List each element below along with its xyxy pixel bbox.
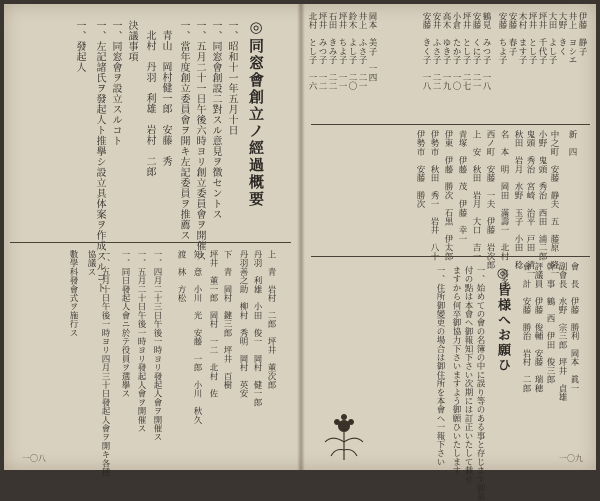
section-heading: ◎同窓會創立ノ經過概要 [247,18,265,208]
roster-row: 中之町 安藤 静夫 五 藤原 隆一 [549,130,559,278]
notice-text: 一、住所御變更の場合は御住所を本會へ一報下さい [435,266,445,467]
book-spread [4,4,596,501]
text-column: 一、同窓會創設二對スル意見ヲ徴セントス [210,20,221,220]
text-column: 一、五月二十日午後一時ヨリ發起人會ヲ開催ス [136,250,146,433]
text-column: 下 青 岡村 鍵三郎 坪井 百樹 [222,250,232,390]
text-column: 一、五月二十一日午後六時ヨリ創立委員會ヲ開催ス [194,20,205,262]
name-entry: 坪井 みつ子 一二 [317,12,327,91]
name-entry: 坪井 とし子 二七 [461,12,471,91]
name-entry: 坪井 千代子 [537,12,547,65]
name-entry: 北村 とし子 一六 [307,12,317,91]
notice-title: ◎皆様へお願ひ [495,266,510,373]
roster-row: 伊東 伊藤 勝次 石黒 伊太郎 [443,130,453,261]
text-column: 一、四月二十三日午後一時ヨリ發起人會ヲ開催ス [152,250,162,442]
name-entry: 大田 よし子 [547,12,557,65]
name-entry: 鈴木 よし子 二〇 [347,12,357,91]
name-entry: 安藤 春子 [507,12,517,56]
notice-text: 一、始めての會の名簿の中に誤り等のある事と存じます御氣 [475,266,485,501]
officer-row: 評議員 伊藤 俊輔 安藤 瑞穂 [533,262,543,393]
name-entry: 高木 ゆき子 一九 [441,12,451,91]
text-column: 一、發起人 [74,20,85,73]
name-entry: 石田 きみ子 二二 [327,12,337,91]
officer-row: 會 長 伊藤 勝利 岡本 眞一 [569,262,579,393]
text-column: 協議ス [86,250,96,277]
name-entry: 岡本 美子 一四 [367,12,377,82]
name-entry: 鶴見 みつ子 一八 [481,12,491,91]
name-entry: 坪井 ちよ子 一一 [337,12,347,91]
roster-row: 名 本 明 岡田 滿壽一 北村 喜多 [499,130,509,287]
text-column: 知 意 小川 光 安藤 一郎 小川 秋久 [192,250,202,424]
name-entry: 安藤 ちよ子 [497,12,507,65]
roster-row: 上 安 秋田 岩月 大口 吉一 [471,130,481,261]
officer-row: 幹 事 鶴 西 伊田 俊三郎 [545,262,555,384]
name-entry: 安井 ふさ子 二二 [431,12,441,91]
text-column: 上 青 岩村 二郎 坪井 董次郎 [266,250,276,390]
officer-row: 副會長 水野 宗三郎 坪井 貞雄 [557,262,567,402]
name-entry: 井上 ふさ子 二一 [357,12,367,91]
left-page [4,4,297,477]
name-entry: 小倉 たか子 一〇 [451,12,461,91]
roster-row: 西ノ町 安藤 一夫 伊藤 岩次郎 [485,130,495,270]
officer-row: 會 計 安藤 勝治 岩村 二郎 [521,262,531,393]
text-column: 丹羽善之助 柳村 秀明 岡村 英安 [238,250,248,398]
text-column: 丹羽 利雄 小田 俊一 岡村 健一郎 [252,250,262,407]
page-number: 一〇八 [22,454,46,463]
name-entry: 井上 ヨシエ [567,12,577,65]
horizontal-rule [311,256,590,257]
page-number: 一〇九 [559,454,583,463]
notice-text: ますから何卒御協力下さいますよう御願ひいたします [451,266,461,475]
right-page [305,4,596,501]
text-column: 數學科發會式ヲ施行ス [68,250,78,337]
new-label: 新 四 [567,130,577,157]
roster-row: 伊勢市 安藤 勝次 [415,130,425,209]
roster-row: 秋田 岩月 水野 玉子 小田 稔 [513,130,523,270]
name-entry: 木村 ます子 [517,12,527,65]
text-column: 坪井 董一郎 岡村 一二 北村 佐 [208,250,218,398]
floral-ornament-icon [317,412,371,462]
book-gutter [297,4,305,470]
text-column: 一、同窓會ヲ設立スルコト [110,20,121,146]
text-column: 一、同日發起人會ニ於テ役員ヲ選擧ス [120,250,130,398]
name-entry: 安藤 くに子 二一 [471,12,481,91]
text-column: 渡 林 方松 [176,250,186,303]
roster-row: 小野 鬼頭 秀治 西田 浦二郎 [537,130,547,261]
roster-row: 伊勢市 秋田 秀一 岩井 八十 [429,130,439,261]
name-entry: 伊藤 静子 [577,12,587,56]
horizontal-rule [311,124,590,125]
text-column: 一、昭和十一年五月十日 [226,20,237,136]
text-column: 青山 岡村健一郎 安藤 秀 [160,30,171,167]
roster-row: 青塚 伊藤 茂 伊藤 幸一 [457,130,467,244]
text-column: 一、五月十日午後一時ヨリ四月三十日發起人會ヲ開キ各種 [100,250,110,477]
roster-row: 鬼頭 秀治 宮崎 治平 戸田 清一 [525,130,535,278]
notice-text: 付の點は本會へ御報知下さい次期には訂正いたして載せ [463,266,473,484]
text-column: 北村 丹羽 利雄 岩村 二郎 [144,30,155,177]
text-column: 一、當年度創立委員會ヲ開キ左記委員ヲ推薦ス [178,20,189,241]
name-entry: 坪井 とし子 [527,12,537,65]
text-column: 一、左記諸氏ヲ發起人ト推擧シ設立具体案ヲ作成スルコト [94,20,105,293]
horizontal-rule [10,242,291,243]
name-entry: 大野 きく [557,12,567,56]
name-entry: 安藤 きく子 一八 [421,12,431,91]
text-column: 決議事項 [126,20,137,62]
